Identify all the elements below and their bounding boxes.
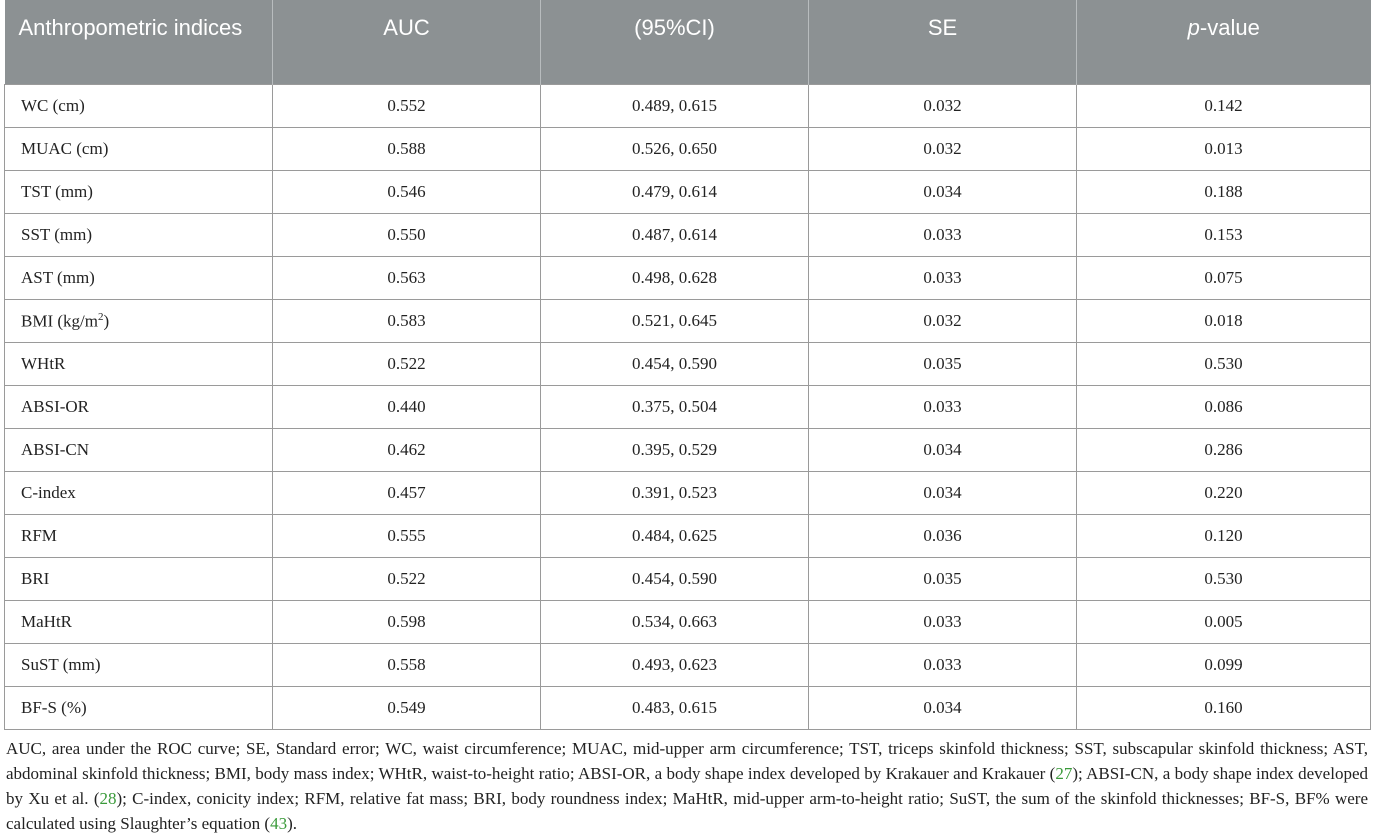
cell-se: 0.034 <box>809 171 1077 214</box>
cell-auc: 0.550 <box>273 214 541 257</box>
cell-p-value: 0.153 <box>1077 214 1371 257</box>
cell-p-value: 0.142 <box>1077 85 1371 128</box>
cell-95ci: 0.534, 0.663 <box>541 601 809 644</box>
cell-p-value: 0.018 <box>1077 300 1371 343</box>
cell-se: 0.033 <box>809 601 1077 644</box>
cell-index-name <box>5 472 273 515</box>
cell-95ci: 0.395, 0.529 <box>541 429 809 472</box>
cell-index-name <box>5 386 273 429</box>
index-name-text: AST (mm) <box>21 268 95 287</box>
table-row <box>5 128 1371 171</box>
table-row <box>5 386 1371 429</box>
cell-index-name <box>5 171 273 214</box>
cell-p-value: 0.075 <box>1077 257 1371 300</box>
cell-se: 0.034 <box>809 429 1077 472</box>
header-anthropometric-indices: Anthropometric indices <box>5 0 273 85</box>
table-row <box>5 601 1371 644</box>
index-name-text: WC (cm) <box>21 96 85 115</box>
reference-link-27[interactable]: 27 <box>1055 764 1073 783</box>
cell-auc: 0.558 <box>273 644 541 687</box>
reference-link-28[interactable]: 28 <box>99 789 117 808</box>
cell-95ci: 0.484, 0.625 <box>541 515 809 558</box>
reference-link-43[interactable]: 43 <box>270 814 288 833</box>
cell-index-name <box>5 85 273 128</box>
header-p-italic: p <box>1187 15 1200 40</box>
cell-se: 0.033 <box>809 257 1077 300</box>
table-row <box>5 214 1371 257</box>
index-name-text: SST (mm) <box>21 225 93 244</box>
auc-table <box>4 0 1371 730</box>
cell-p-value: 0.188 <box>1077 171 1371 214</box>
cell-auc: 0.583 <box>273 300 541 343</box>
index-name-text: RFM <box>21 526 57 545</box>
footnote-text-3: ); C-index, conicity index; RFM, relative fat mass; BRI, body roundness index; MaHtR, mid-upper arm-to-height ratio; SuST, the sum of the skinfold thicknesses; BF-S, BF% were calculated using Slaughter’s equation ( <box>6 789 1368 833</box>
cell-se: 0.032 <box>809 85 1077 128</box>
cell-95ci: 0.454, 0.590 <box>541 343 809 386</box>
table-row <box>5 257 1371 300</box>
header-p-value <box>1077 0 1371 85</box>
cell-index-name <box>5 515 273 558</box>
cell-95ci: 0.479, 0.614 <box>541 171 809 214</box>
index-name-text: ABSI-CN <box>21 440 90 459</box>
cell-index-name <box>5 558 273 601</box>
table-footnote <box>4 730 1372 836</box>
table-row <box>5 429 1371 472</box>
cell-auc: 0.588 <box>273 128 541 171</box>
results-table-container <box>4 0 1373 836</box>
table-row <box>5 343 1371 386</box>
cell-p-value: 0.099 <box>1077 644 1371 687</box>
cell-p-value: 0.160 <box>1077 687 1371 730</box>
cell-se: 0.033 <box>809 214 1077 257</box>
header-p-rest: -value <box>1199 15 1260 40</box>
cell-95ci: 0.375, 0.504 <box>541 386 809 429</box>
cell-index-name <box>5 644 273 687</box>
cell-auc: 0.549 <box>273 687 541 730</box>
index-name-text: ABSI-OR <box>21 397 90 416</box>
index-name-text: C-index <box>21 483 76 502</box>
footnote-text-2: ); ABSI-CN, a body shape index developed by Xu et al. ( <box>6 764 1368 808</box>
cell-index-name <box>5 601 273 644</box>
table-row <box>5 85 1371 128</box>
cell-95ci: 0.526, 0.650 <box>541 128 809 171</box>
cell-index-name <box>5 300 273 343</box>
cell-index-name <box>5 214 273 257</box>
header-95ci: (95%CI) <box>541 0 809 85</box>
table-row <box>5 171 1371 214</box>
cell-se: 0.032 <box>809 300 1077 343</box>
index-name-text: MaHtR <box>21 612 72 631</box>
table-body <box>5 85 1371 730</box>
cell-p-value: 0.220 <box>1077 472 1371 515</box>
cell-p-value: 0.286 <box>1077 429 1371 472</box>
cell-auc: 0.440 <box>273 386 541 429</box>
cell-95ci: 0.489, 0.615 <box>541 85 809 128</box>
cell-95ci: 0.498, 0.628 <box>541 257 809 300</box>
cell-index-name <box>5 343 273 386</box>
index-name-suffix: ) <box>103 311 110 331</box>
cell-se: 0.033 <box>809 386 1077 429</box>
cell-95ci: 0.493, 0.623 <box>541 644 809 687</box>
index-name-text: BMI (kg/m <box>21 311 98 331</box>
index-name-text: MUAC (cm) <box>21 139 109 158</box>
cell-auc: 0.462 <box>273 429 541 472</box>
index-name-text: WHtR <box>21 354 66 373</box>
cell-index-name <box>5 128 273 171</box>
table-row <box>5 472 1371 515</box>
cell-se: 0.033 <box>809 644 1077 687</box>
header-se: SE <box>809 0 1077 85</box>
cell-se: 0.034 <box>809 472 1077 515</box>
footnote-text-1: AUC, area under the ROC curve; SE, Standard error; WC, waist circumference; MUAC, mid-upper arm circumference; TST, triceps skinfold thickness; SST, subscapular skinfold thickness; AST, abdominal skinfold thickness; BMI, body mass index; WHtR, waist-to-height ratio; ABSI-OR, a body shape index developed by Krakauer and Krakauer ( <box>6 739 1368 783</box>
cell-auc: 0.522 <box>273 343 541 386</box>
cell-se: 0.035 <box>809 343 1077 386</box>
cell-p-value: 0.120 <box>1077 515 1371 558</box>
cell-p-value: 0.013 <box>1077 128 1371 171</box>
cell-auc: 0.552 <box>273 85 541 128</box>
cell-p-value: 0.530 <box>1077 558 1371 601</box>
footnote-text-4: ). <box>287 814 297 833</box>
header-auc: AUC <box>273 0 541 85</box>
cell-auc: 0.563 <box>273 257 541 300</box>
cell-se: 0.032 <box>809 128 1077 171</box>
cell-95ci: 0.521, 0.645 <box>541 300 809 343</box>
cell-p-value: 0.530 <box>1077 343 1371 386</box>
cell-auc: 0.546 <box>273 171 541 214</box>
index-name-text: SuST (mm) <box>21 655 101 674</box>
index-name-text: TST (mm) <box>21 182 93 201</box>
cell-95ci: 0.483, 0.615 <box>541 687 809 730</box>
cell-index-name <box>5 257 273 300</box>
table-row <box>5 644 1371 687</box>
index-name-superscript: 2 <box>97 310 104 323</box>
cell-auc: 0.555 <box>273 515 541 558</box>
table-row <box>5 515 1371 558</box>
index-name-text: BF-S (%) <box>21 698 87 717</box>
table-row <box>5 558 1371 601</box>
cell-index-name <box>5 687 273 730</box>
cell-se: 0.036 <box>809 515 1077 558</box>
cell-auc: 0.457 <box>273 472 541 515</box>
table-row <box>5 687 1371 730</box>
table-header <box>5 0 1371 85</box>
cell-auc: 0.522 <box>273 558 541 601</box>
index-name-text: BRI <box>21 569 50 588</box>
cell-se: 0.035 <box>809 558 1077 601</box>
cell-p-value: 0.086 <box>1077 386 1371 429</box>
cell-95ci: 0.454, 0.590 <box>541 558 809 601</box>
header-row <box>5 0 1371 85</box>
cell-p-value: 0.005 <box>1077 601 1371 644</box>
table-row <box>5 300 1371 343</box>
cell-95ci: 0.391, 0.523 <box>541 472 809 515</box>
cell-auc: 0.598 <box>273 601 541 644</box>
cell-se: 0.034 <box>809 687 1077 730</box>
cell-95ci: 0.487, 0.614 <box>541 214 809 257</box>
cell-index-name <box>5 429 273 472</box>
